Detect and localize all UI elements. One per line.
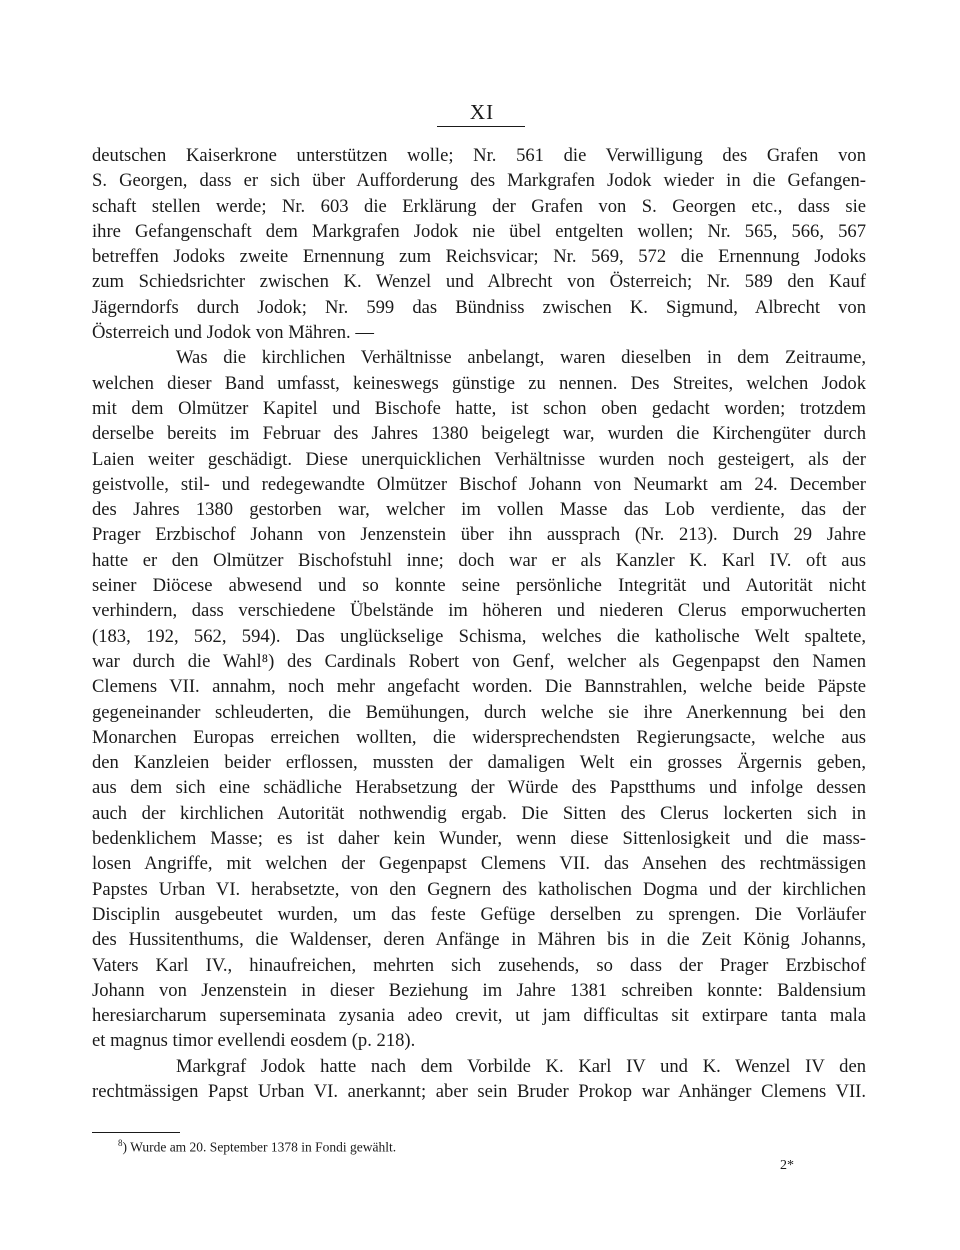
text-line: Österreich und Jodok von Mähren. — xyxy=(92,322,374,344)
page-number: XI xyxy=(469,100,495,124)
text-line: deutschen Kaiserkrone unterstützen wolle; Nr. 561 die Verwilligung des Grafen von xyxy=(92,145,866,166)
text-line: Was die kirchlichen Verhältnisse anbelangt, waren dieselben in dem Zeitraume, xyxy=(176,347,866,369)
text-line: hatte er den Olmützer Bischofstuhl inne; doch war er als Kanzler K. Karl IV. oft aus xyxy=(92,549,866,571)
text-line: Vaters Karl IV., hinaufreichen, mehrten sich zusehends, so dass der Prager Erzbischof xyxy=(92,954,866,976)
printer-signature: 2* xyxy=(780,1158,794,1173)
text-line: seiner Diöcese abwesend und so konnte seine persönliche Integrität und Autorität nicht xyxy=(92,575,866,597)
text-line: S. Georgen, dass er sich über Aufforderung des Markgrafen Jodok wieder in die Gefangen- xyxy=(92,170,866,192)
text-line: geistvolle, stil- und redegewandte Olmützer Bischof Johann von Neumarkt am 24. December xyxy=(92,473,866,495)
text-line: betreffen Jodoks zweite Ernennung zum Reichsvicar; Nr. 569, 572 die Ernennung Jodoks xyxy=(92,246,866,268)
text-line: aus dem sich eine schädliche Herabsetzung der Würde des Papstthums und infolge dessen xyxy=(92,777,866,799)
header-rule xyxy=(437,126,525,127)
text-line: Disciplin ausgebeutet wurden, um das feste Gefüge derselben zu sprengen. Die Vorläufer xyxy=(92,903,866,925)
text-line: gegeneinander schleuderten, die Bemühungen, durch welche sie ihre Anerkennung bei den xyxy=(92,701,866,723)
text-line: Jägerndorfs durch Jodok; Nr. 599 das Bündniss zwischen K. Sigmund, Albrecht von xyxy=(92,296,866,318)
body-text xyxy=(92,143,866,1104)
text-line: et magnus timor evellendi eosdem (p. 218). xyxy=(92,1030,416,1052)
text-line: Johann von Jenzenstein in dieser Beziehung im Jahre 1381 schreiben konnte: Baldensium xyxy=(92,979,866,1001)
text-line: schaft stellen werde; Nr. 603 die Erklärung der Grafen von S. Georgen etc., dass sie xyxy=(92,195,866,217)
text-line: Papstes Urban VI. herabsetzte, von den Gegnern des katholischen Dogma und der kirchlichen xyxy=(92,878,866,900)
text-line: des Jahres 1380 gestorben war, welcher im vollen Masse das Lob verdiente, das der xyxy=(92,499,866,521)
text-line: welchen dieser Band umfasst, keineswegs günstige zu nennen. Des Streites, welchen Jodok xyxy=(92,372,866,394)
footnote-rule xyxy=(92,1132,180,1133)
text-line: derselbe bereits im Februar des Jahres 1380 beigelegt war, wurden die Kirchengüter durch xyxy=(92,423,866,445)
text-line: war durch die Wahl⁸) des Cardinals Robert von Genf, welcher als Gegenpapst den Namen xyxy=(92,650,866,672)
text-line: (183, 192, 562, 594). Das unglückselige Schisma, welches die katholische Welt spaltete, xyxy=(92,625,866,647)
footnote-marker: 8 xyxy=(118,1138,123,1148)
text-line: auch der kirchlichen Autorität nothwendig ergab. Die Sitten des Clerus lockerten sich in xyxy=(92,802,866,824)
text-line: ihre Gefangenschaft dem Markgrafen Jodok nie übel entgelten wollen; Nr. 565, 566, 567 xyxy=(92,220,866,242)
text-line: mit dem Olmützer Kapitel und Bischofe hatte, ist schon oben gedacht worden; trotzdem xyxy=(92,397,866,419)
text-line: losen Angriffe, mit welchen der Gegenpapst Clemens VII. das Ansehen des rechtmässigen xyxy=(92,853,866,875)
text-line: zum Schiedsrichter zwischen K. Wenzel und Albrecht von Österreich; Nr. 589 den Kauf xyxy=(92,271,866,293)
text-line: heresiarcharum superseminata zysania adeo crevit, ut jam difficultas sit extirpare tanta mala xyxy=(92,1005,866,1027)
text-line: Prager Erzbischof Johann von Jenzenstein über ihn aussprach (Nr. 213). Durch 29 Jahre xyxy=(92,524,866,546)
text-line: den Kanzleien beider erflossen, mussten der damaligen Welt ein grosses Ärgernis geben, xyxy=(92,752,866,774)
text-line: Clemens VII. annahm, noch mehr angefacht worden. Die Bannstrahlen, welche beide Päpste xyxy=(92,676,866,698)
text-line: rechtmässigen Papst Urban VI. anerkannt; aber sein Bruder Prokop war Anhänger Clemens VII. xyxy=(92,1080,866,1102)
text-line: Laien weiter geschädigt. Diese unerquicklichen Verhältnisse wurden noch gesteigert, als der xyxy=(92,448,866,470)
footnote-text: ) Wurde am 20. September 1378 in Fondi gewählt. xyxy=(122,1139,397,1155)
text-line: verhindern, dass verschiedene Übelstände im höheren und niederen Clerus emporwucherten xyxy=(92,600,866,622)
text-line: bedenklichem Masse; es ist daher kein Wunder, wenn diese Sittenlosigkeit und die mass- xyxy=(92,828,866,850)
text-line: Markgraf Jodok hatte nach dem Vorbilde K. Karl IV und K. Wenzel IV den xyxy=(176,1055,866,1077)
text-line: des Hussitenthums, die Waldenser, deren Anfänge in Mähren bis in die Zeit König Johanns, xyxy=(92,929,866,951)
text-line: Monarchen Europas erreichen wollten, die widersprechendsten Regierungsacte, welche aus xyxy=(92,726,866,748)
footnote xyxy=(118,1134,396,1157)
